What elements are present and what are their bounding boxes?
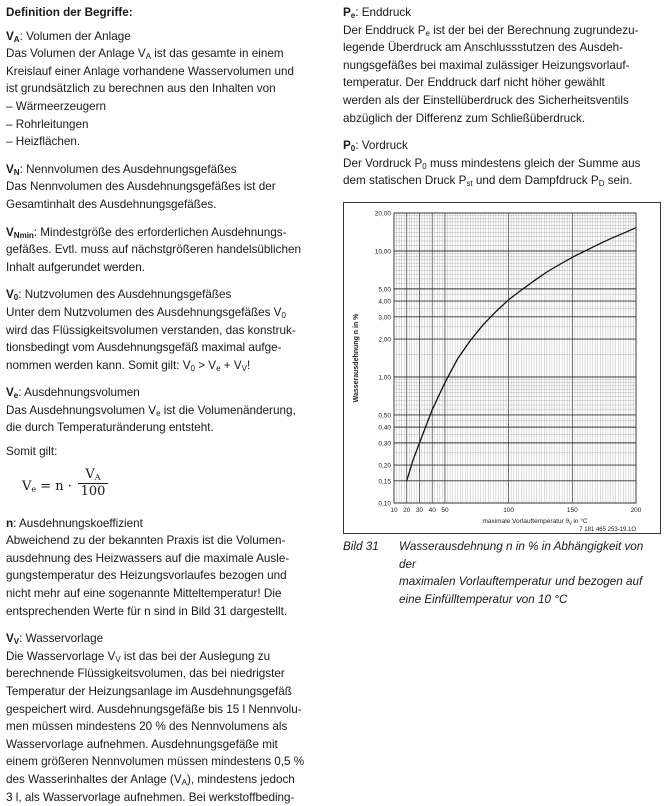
term-name: : Volumen der Anlage: [19, 29, 131, 43]
x-tick-label: 200: [630, 506, 642, 514]
term-vn: $V_N$: Nennvolumen des Ausdehnungsgefäßes Das Nennvolumen des Ausdehnungsgefäßes ist der Gesamtinhalt des Ausdehnungsgefäßes.: [6, 162, 276, 211]
formula: $V_e = n$ · $\frac{V_A}{100}$: [6, 461, 322, 509]
chart-svg: [344, 203, 660, 533]
x-tick-label: 40: [428, 506, 436, 514]
y-tick-label: 0,15: [378, 478, 391, 486]
y-tick-label: 5,00: [378, 286, 391, 294]
x-axis-label: maximale Vorlauftemperatur $ϑ_v$ in °C: [482, 517, 588, 527]
term-p0: $P_0$: Vordruck Der Vordruck $P_0$ muss mindestens gleich der Summe aus dem statischen Druck $P_{st}$ und dem Dampfdruck $P_D$ sein.: [343, 139, 641, 189]
x-tick-label: 10: [390, 506, 398, 514]
x-tick-label: 20: [403, 506, 411, 514]
right-column: [343, 4, 659, 608]
y-tick-label: 0,30: [378, 440, 391, 448]
plot-frame: [394, 213, 636, 503]
term-pe: $P_e$: Enddruck Der Enddruck $P_e$ ist der bei der Berechnung zugrundezu- legende Überdruck am Anschlussstutzen des Ausdeh- nungsgefäßes bei maximal zulässiger Heizungsvorlauf- temperatur. Der Enddruck darf nicht höher gewählt werden als der Einstellüberdruck des Sicherheitsventils abzüglich der Differenz zum Schließüberdruck.: [343, 6, 639, 125]
x-tick-label: 150: [566, 506, 578, 514]
y-tick-label: 20,00: [374, 210, 391, 218]
term-va: $V_A$: Volumen der Anlage Das Volumen der Anlage $V_A$ ist das gesamte in einem Kreislauf einer Anlage vorhandene Wasservolumen und ist grundsätzlich zu berechnen aus den Inhalten von – Wärmeerzeugern – Rohrleitungen – Heizflächen.: [6, 28, 322, 151]
term-vv: $V_V$: Wasservorlage Die Wasservorlage $V_V$ ist das bei der Auslegung zu berechnende Flüssigkeitsvolumen, das bei niedrigster Temperatur der Heizungsanlage im Ausdehnungsgefäß gespeichert wird. Ausdehnungsgefäße bis 15 l Nennvolu- men müssen mindestens 20 % des Nennvolumens als Wasservorlage aufnehmen. Ausdehnungsgefäße mit einem größeren Nennvolumen müssen mindestens 0,5 % des Wasserinhaltes der Anlage $(V_A)$, mindestens jedoch 3 l, als Wasservorlage aufnehmen. Bei werkstoffbeding-: [6, 632, 305, 804]
y-tick-label: 2,00: [378, 336, 391, 344]
component-list: [6, 98, 322, 151]
y-tick-label: 0,40: [378, 424, 391, 432]
y-axis-label: Wasserausdehnung n in %: [353, 313, 360, 403]
x-tick-label: 30: [415, 506, 424, 514]
list-item: – Rohrleitungen: [6, 116, 322, 134]
y-tick-label: 0,20: [378, 462, 391, 470]
figure-caption: Bild 31 Wasserausdehnung n in % in Abhängigkeit von der maximalen Vorlauftemperatur und bezogen auf eine Einfülltemperatur von 10 °C: [343, 538, 659, 608]
y-tick-label: 0,50: [378, 412, 391, 420]
caption-label: Bild 31: [343, 539, 379, 553]
y-tick-label: 10,00: [374, 248, 391, 256]
list-item: – Heizflächen.: [6, 133, 322, 151]
list-item: – Wärmeerzeugern: [6, 98, 322, 116]
term-symbol: V: [6, 29, 14, 43]
y-tick-label: 4,00: [378, 298, 391, 306]
left-column: [6, 4, 322, 806]
term-ve: $V_e$: Ausdehnungsvolumen Das Ausdehnungsvolumen $V_e$ ist die Volumenänderung, die durch Temperaturänderung entsteht.: [6, 386, 296, 435]
figure-code: 7 181 465 253-19.1O: [579, 526, 636, 533]
y-tick-label: 3,00: [378, 314, 391, 322]
y-tick-label: 0,10: [378, 500, 391, 508]
term-v0: $V_0$: Nutzvolumen des Ausdehnungsgefäßes Unter dem Nutzvolumen des Ausdehnungsgefäßes $V_0$ wird das Flüssigkeitsvolumen verstanden, das konstruk- tionsbedingt vom Ausdehnungsgefäß maximal aufge- nommen werden kann. Somit gilt: $V_0 > V_e + V_V$!: [6, 288, 296, 373]
term-vnmin: $V_{Nmin}$: Mindestgröße des erforderlichen Ausdehnungs- gefäßes. Evtl. muss auf nächstgrößeren handelsüblichen Inhalt aufgerundet werden.: [6, 225, 301, 274]
x-tick-label: 50: [441, 506, 449, 514]
formula-fraction: $\frac{V_A}{100}$: [78, 467, 108, 499]
expansion-chart: [343, 202, 661, 534]
y-tick-label: 1,00: [378, 374, 391, 382]
x-tick-label: 100: [503, 506, 515, 514]
somit-label: Somit gilt:: [6, 445, 58, 459]
term-n: n: Ausdehnungskoeffizient Abweichend zu der bekannten Praxis ist die Volumen- ausdehnung des Heizwassers auf die maximale Ausle- gungstemperatur des Heizungsvorlaufes bezogen und nicht mehr auf eine sogenannte Mitteltemperatur! Die entsprechenden Werte für n sind in Bild 31 dargestellt.: [6, 516, 290, 618]
section-title: Definition der Begriffe:: [6, 6, 133, 19]
